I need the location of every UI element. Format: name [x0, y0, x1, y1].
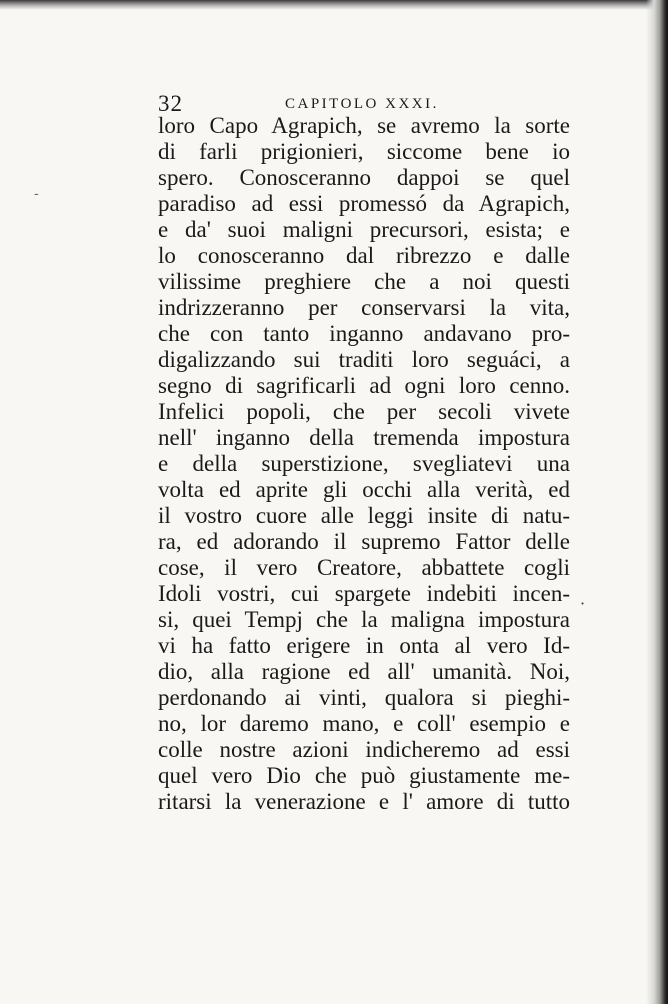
text-line: quel vero Dio che può giustamente me- [158, 763, 570, 788]
scan-top-shadow [0, 0, 668, 10]
text-line: dio, alla ragione ed all' umanità. Noi, [158, 659, 570, 684]
text-line: digalizzando sui traditi loro seguáci, a [158, 347, 570, 372]
page-number: 32 [158, 91, 183, 116]
text-line: e della superstizione, svegliatevi una [158, 451, 570, 476]
text-line: ritarsi la venerazione e l' amore di tutto [158, 789, 570, 814]
text-line: vi ha fatto erigere in onta al vero Id- [158, 633, 570, 658]
margin-mark-right: · [580, 594, 586, 613]
text-line: lo conosceranno dal ribrezzo e dalle [158, 243, 570, 268]
text-line: segno di sagrificarli ad ogni loro cenno. [158, 373, 570, 398]
text-line: colle nostre azioni indicheremo ad essi [158, 737, 570, 762]
margin-mark-left: - [34, 186, 39, 202]
text-line: indrizzeranno per conservarsi la vita, [158, 295, 570, 320]
text-line: loro Capo Agrapich, se avremo la sorte [158, 113, 570, 138]
running-head: CAPITOLO XXXI. [285, 96, 439, 112]
text-line: nell' inganno della tremenda impostura [158, 425, 570, 450]
text-line: vilissime preghiere che a noi questi [158, 269, 570, 294]
text-line: ra, ed adorando il supremo Fattor delle [158, 529, 570, 554]
text-line: Infelici popoli, che per secoli vivete [158, 399, 570, 424]
text-line: Idoli vostri, cui spargete indebiti incen- [158, 581, 570, 606]
text-line: paradiso ad essi promessó da Agrapich, [158, 191, 570, 216]
text-line: e da' suoi maligni precursori, esista; e [158, 217, 570, 242]
text-line: che con tanto inganno andavano pro- [158, 321, 570, 346]
text-line: il vostro cuore alle leggi insite di natu- [158, 503, 570, 528]
text-line: volta ed aprite gli occhi alla verità, ed [158, 477, 570, 502]
text-line: si, quei Tempj che la maligna impostura [158, 607, 570, 632]
body-text [158, 113, 570, 815]
scan-page-edge [646, 0, 668, 1004]
text-line: cose, il vero Creatore, abbattete cogli [158, 555, 570, 580]
text-line: no, lor daremo mano, e coll' esempio e [158, 711, 570, 736]
text-line: di farli prigionieri, siccome bene io [158, 139, 570, 164]
text-line: spero. Conosceranno dappoi se quel [158, 165, 570, 190]
text-line: perdonando ai vinti, qualora si pieghi- [158, 685, 570, 710]
